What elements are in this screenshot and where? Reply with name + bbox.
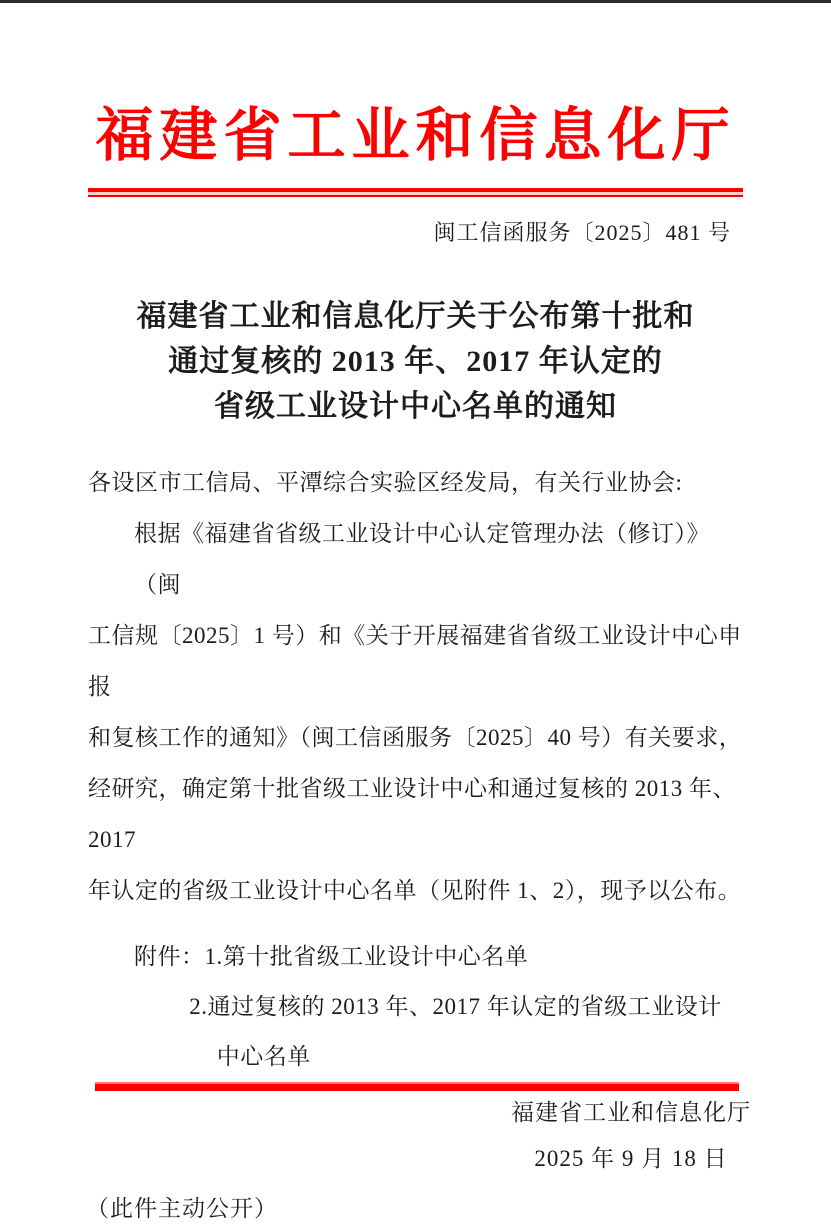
document-title-line-3: 省级工业设计中心名单的通知 <box>214 390 617 423</box>
document-number: 闽工信函服务〔2025〕481 号 <box>433 220 731 245</box>
letterhead-agency-title: 福建省工业和信息化厅 <box>95 103 736 168</box>
letterhead-double-rule <box>88 188 743 197</box>
document-title-line-2: 通过复核的 2013 年、2017 年认定的 <box>168 345 663 378</box>
paragraph-line: 经研究，确定第十批省级工业设计中心和通过复核的 2013 年、2017 <box>88 776 736 852</box>
signature-date: 2025 年 9 月 18 日 <box>534 1146 728 1171</box>
document-title-line-1: 福建省工业和信息化厅关于公布第十批和 <box>136 300 695 333</box>
attachment-item-1: 附件：1.第十批省级工业设计中心名单 <box>134 944 529 969</box>
signature-block <box>511 1090 751 1182</box>
paragraph-line: 根据《福建省省级工业设计中心认定管理办法（修订）》（闽 <box>134 521 710 597</box>
attachment-item-2-continued: 中心名单 <box>216 1044 311 1069</box>
salutation-line: 各设区市工信局、平潭综合实验区经发局，有关行业协会: <box>88 470 683 495</box>
page-top-edge-bar <box>0 0 831 3</box>
document-title <box>0 294 831 429</box>
document-body <box>88 457 745 916</box>
attachment-item-2: 2.通过复核的 2013 年、2017 年认定的省级工业设计 <box>189 994 722 1019</box>
paragraph-line: 和复核工作的通知》（闽工信函服务〔2025〕40 号）有关要求， <box>88 725 743 750</box>
attachments-list <box>88 932 745 1082</box>
signature-agency: 福建省工业和信息化厅 <box>511 1100 751 1125</box>
paragraph-line: 年认定的省级工业设计中心名单（见附件 1、2），现予以公布。 <box>88 878 742 903</box>
disclosure-note: （此件主动公开） <box>86 1196 278 1221</box>
footer-red-rule <box>95 1082 739 1091</box>
paragraph-line: 工信规〔2025〕1 号）和《关于开展福建省省级工业设计中心申报 <box>88 623 742 699</box>
